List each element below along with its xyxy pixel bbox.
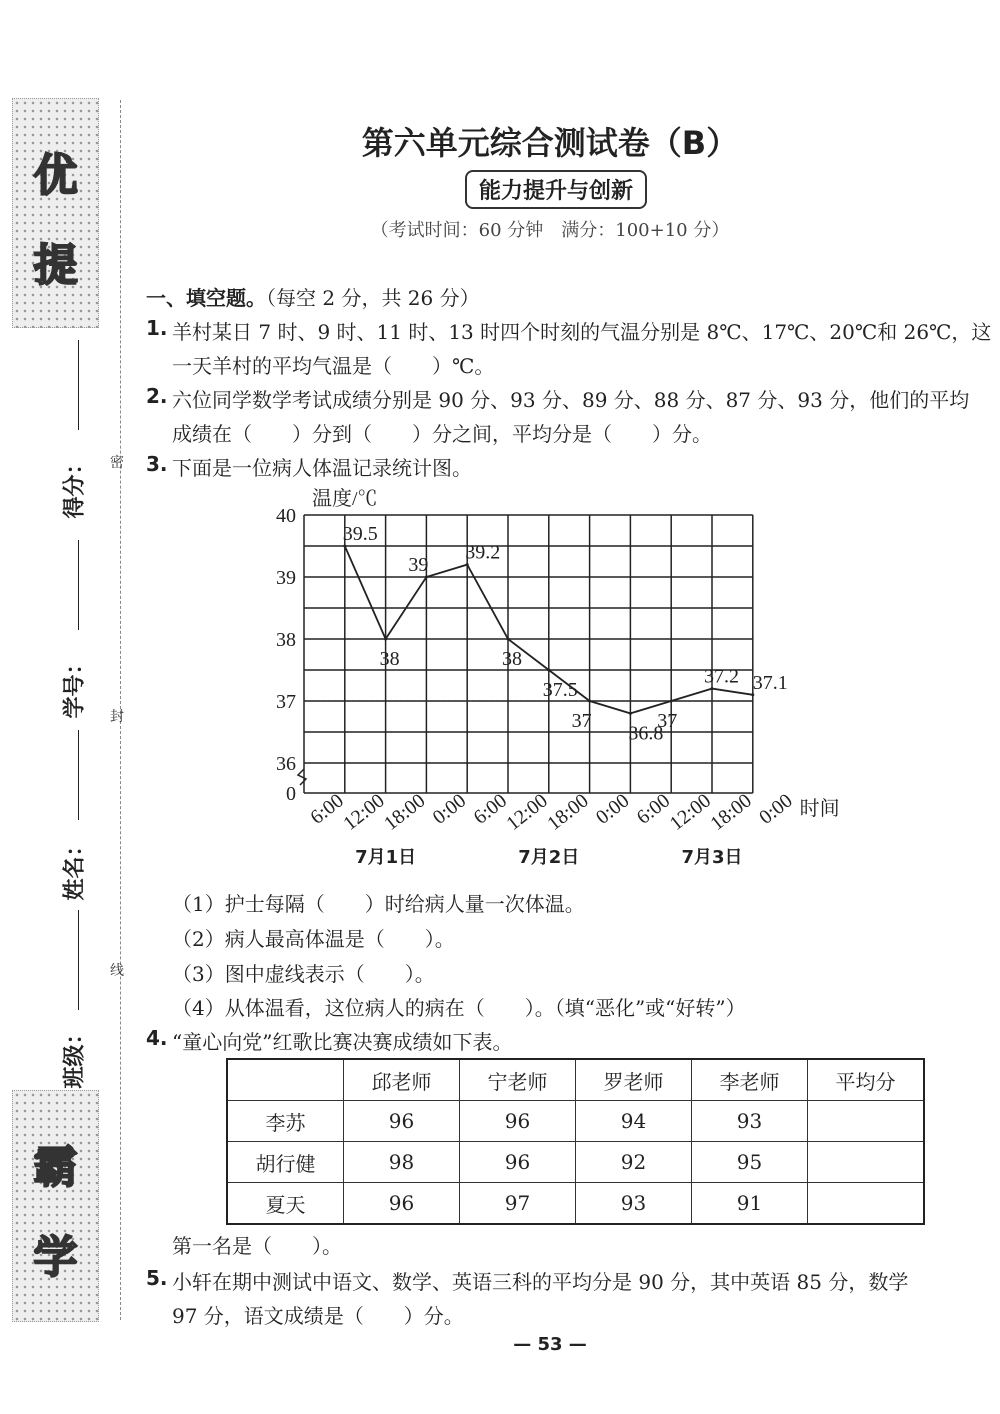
- q3-sub3: （3）图中虚线表示（ ）。: [172, 962, 435, 986]
- q2-number: 2.: [146, 384, 168, 408]
- table-cell: 李苏: [227, 1101, 344, 1142]
- x-tick-label: 18:00: [380, 789, 430, 835]
- table-header-cell: 宁老师: [460, 1059, 576, 1101]
- table-cell: 93: [576, 1183, 692, 1225]
- q2-line1: 六位同学数学考试成绩分别是 90 分、93 分、89 分、88 分、87 分、93 分，他们的平均: [172, 388, 970, 412]
- table-cell: 96: [460, 1142, 576, 1183]
- table-cell: 97: [460, 1183, 576, 1225]
- x-tick-label: 18:00: [543, 789, 593, 835]
- x-tick-label: 6:00: [306, 789, 348, 829]
- temperature-chart: [0, 480, 1000, 880]
- average-cell[interactable]: [808, 1142, 925, 1183]
- q1-number: 1.: [146, 316, 168, 340]
- data-label: 37: [571, 710, 592, 732]
- side-glyph-you: 优: [33, 150, 78, 201]
- fill-line-class: [78, 910, 79, 1010]
- q5-line1: 小轩在期中测试中语文、数学、英语三科的平均分是 90 分，其中英语 85 分，数学: [172, 1270, 909, 1294]
- y-tick-label: 39: [276, 567, 296, 589]
- table-row: [227, 1183, 924, 1225]
- data-point: [384, 638, 387, 641]
- date-label: 7月3日: [681, 847, 743, 868]
- table-cell: 96: [344, 1183, 460, 1225]
- table-cell: 98: [344, 1142, 460, 1183]
- table-cell: 96: [460, 1101, 576, 1142]
- table-cell: 93: [692, 1101, 808, 1142]
- label-class: 班级：: [62, 1022, 88, 1089]
- table-header-row: [227, 1059, 924, 1101]
- data-point: [670, 700, 673, 703]
- table-cell: 夏天: [227, 1183, 344, 1225]
- x-tick-label: 6:00: [469, 789, 512, 829]
- page-number: — 53 —: [513, 1334, 587, 1355]
- data-point: [547, 669, 550, 672]
- q4-answer: 第一名是（ ）。: [172, 1234, 342, 1258]
- x-tick-label: 0:00: [591, 789, 634, 829]
- page-title: 第六单元综合测试卷（B）: [361, 124, 739, 162]
- data-label: 37.2: [704, 665, 739, 688]
- data-label: 37.1: [752, 671, 788, 694]
- data-point: [588, 700, 591, 703]
- table-cell: 94: [576, 1101, 692, 1142]
- table-cell: 92: [576, 1142, 692, 1183]
- x-axis-label: 时间: [799, 798, 840, 820]
- score-table: [226, 1058, 925, 1225]
- q5-number: 5.: [146, 1266, 168, 1290]
- q4-text: “童心向党”红歌比赛决赛成绩如下表。: [172, 1030, 513, 1054]
- q2-line2: 成绩在（ ）分到（ ）分之间，平均分是（ ）分。: [172, 422, 712, 446]
- x-tick-label: 0:00: [755, 789, 797, 829]
- data-label: 38: [502, 648, 522, 670]
- table-cell: 91: [692, 1183, 808, 1225]
- q3-text: 下面是一位病人体温记录统计图。: [172, 456, 472, 480]
- data-label: 39: [408, 554, 429, 576]
- table-header-cell: 罗老师: [576, 1059, 692, 1101]
- table-header-cell: 平均分: [808, 1059, 925, 1101]
- table-cell: 96: [344, 1101, 460, 1142]
- section-note: （每空 2 分，共 26 分）: [266, 286, 480, 310]
- data-label: 36.8: [628, 722, 664, 745]
- x-tick-label: 12:00: [502, 789, 552, 835]
- table-header-cell: [227, 1059, 344, 1101]
- average-cell[interactable]: [808, 1101, 925, 1142]
- q1-line1: 羊村某日 7 时、9 时、11 时、13 时四个时刻的气温分别是 8℃、17℃、20℃和 26℃，这: [172, 320, 992, 344]
- q3-sub2: （2）病人最高体温是（ ）。: [172, 927, 455, 951]
- q5-line2: 97 分，语文成绩是（ ）分。: [172, 1304, 464, 1328]
- y-tick-label: 0: [286, 783, 296, 805]
- seal-char-mi: 密: [110, 455, 124, 471]
- side-glyph-ti: 提: [33, 240, 78, 291]
- data-label: 37: [657, 710, 678, 732]
- table-header-cell: 邱老师: [344, 1059, 460, 1101]
- q3-sub4: （4）从体温看，这位病人的病在（ ）。（填“恶化”或“好转”）: [172, 996, 746, 1020]
- x-tick-label: 0:00: [428, 789, 471, 829]
- label-score: 得分：: [62, 452, 88, 519]
- y-tick-label: 40: [276, 505, 296, 527]
- y-axis-label: 温度/℃: [312, 488, 378, 510]
- x-tick-label: 12:00: [339, 789, 389, 835]
- seal-char-feng: 封: [110, 709, 124, 725]
- table-row: [227, 1142, 924, 1183]
- table-header-cell: 李老师: [692, 1059, 808, 1101]
- label-name: 姓名：: [62, 834, 88, 901]
- table-cell: 胡行健: [227, 1142, 344, 1183]
- side-glyph-ba: 霸: [33, 1142, 78, 1193]
- q3-sub1: （1）护士每隔（ ）时给病人量一次体温。: [172, 892, 585, 916]
- data-label: 39.2: [465, 541, 501, 564]
- table-cell: 95: [692, 1142, 808, 1183]
- data-label: 37.5: [542, 679, 578, 701]
- table-row: [227, 1101, 924, 1142]
- axis-break-mark: [298, 769, 306, 785]
- section-heading: 一、填空题。（每空 2 分，共 26 分）: [146, 286, 480, 310]
- seal-char-xian: 线: [110, 963, 124, 979]
- data-point: [507, 638, 510, 641]
- y-tick-label: 38: [276, 629, 296, 651]
- q3-number: 3.: [146, 452, 168, 476]
- average-cell[interactable]: [808, 1183, 925, 1225]
- date-label: 7月2日: [518, 847, 580, 868]
- label-student-id: 学号：: [62, 652, 88, 719]
- page-subtitle: 能力提升与创新: [465, 170, 647, 209]
- y-tick-label: 36: [276, 753, 296, 775]
- q4-number: 4.: [146, 1026, 168, 1050]
- data-point: [629, 712, 632, 715]
- data-label: 39.5: [342, 523, 378, 545]
- fill-line-score: [78, 340, 79, 430]
- x-tick-label: 6:00: [632, 789, 675, 829]
- x-tick-label: 18:00: [706, 789, 756, 835]
- x-tick-label: 12:00: [665, 789, 716, 835]
- date-label: 7月1日: [355, 847, 417, 868]
- y-tick-label: 37: [276, 691, 296, 713]
- exam-time-info: （考试时间：60 分钟 满分：100+10 分）: [370, 220, 730, 241]
- q1-line2: 一天羊村的平均气温是（ ）℃。: [172, 354, 495, 378]
- data-label: 38: [379, 648, 400, 670]
- side-glyph-xue: 学: [33, 1232, 78, 1283]
- side-badge-bottom: [12, 1090, 99, 1322]
